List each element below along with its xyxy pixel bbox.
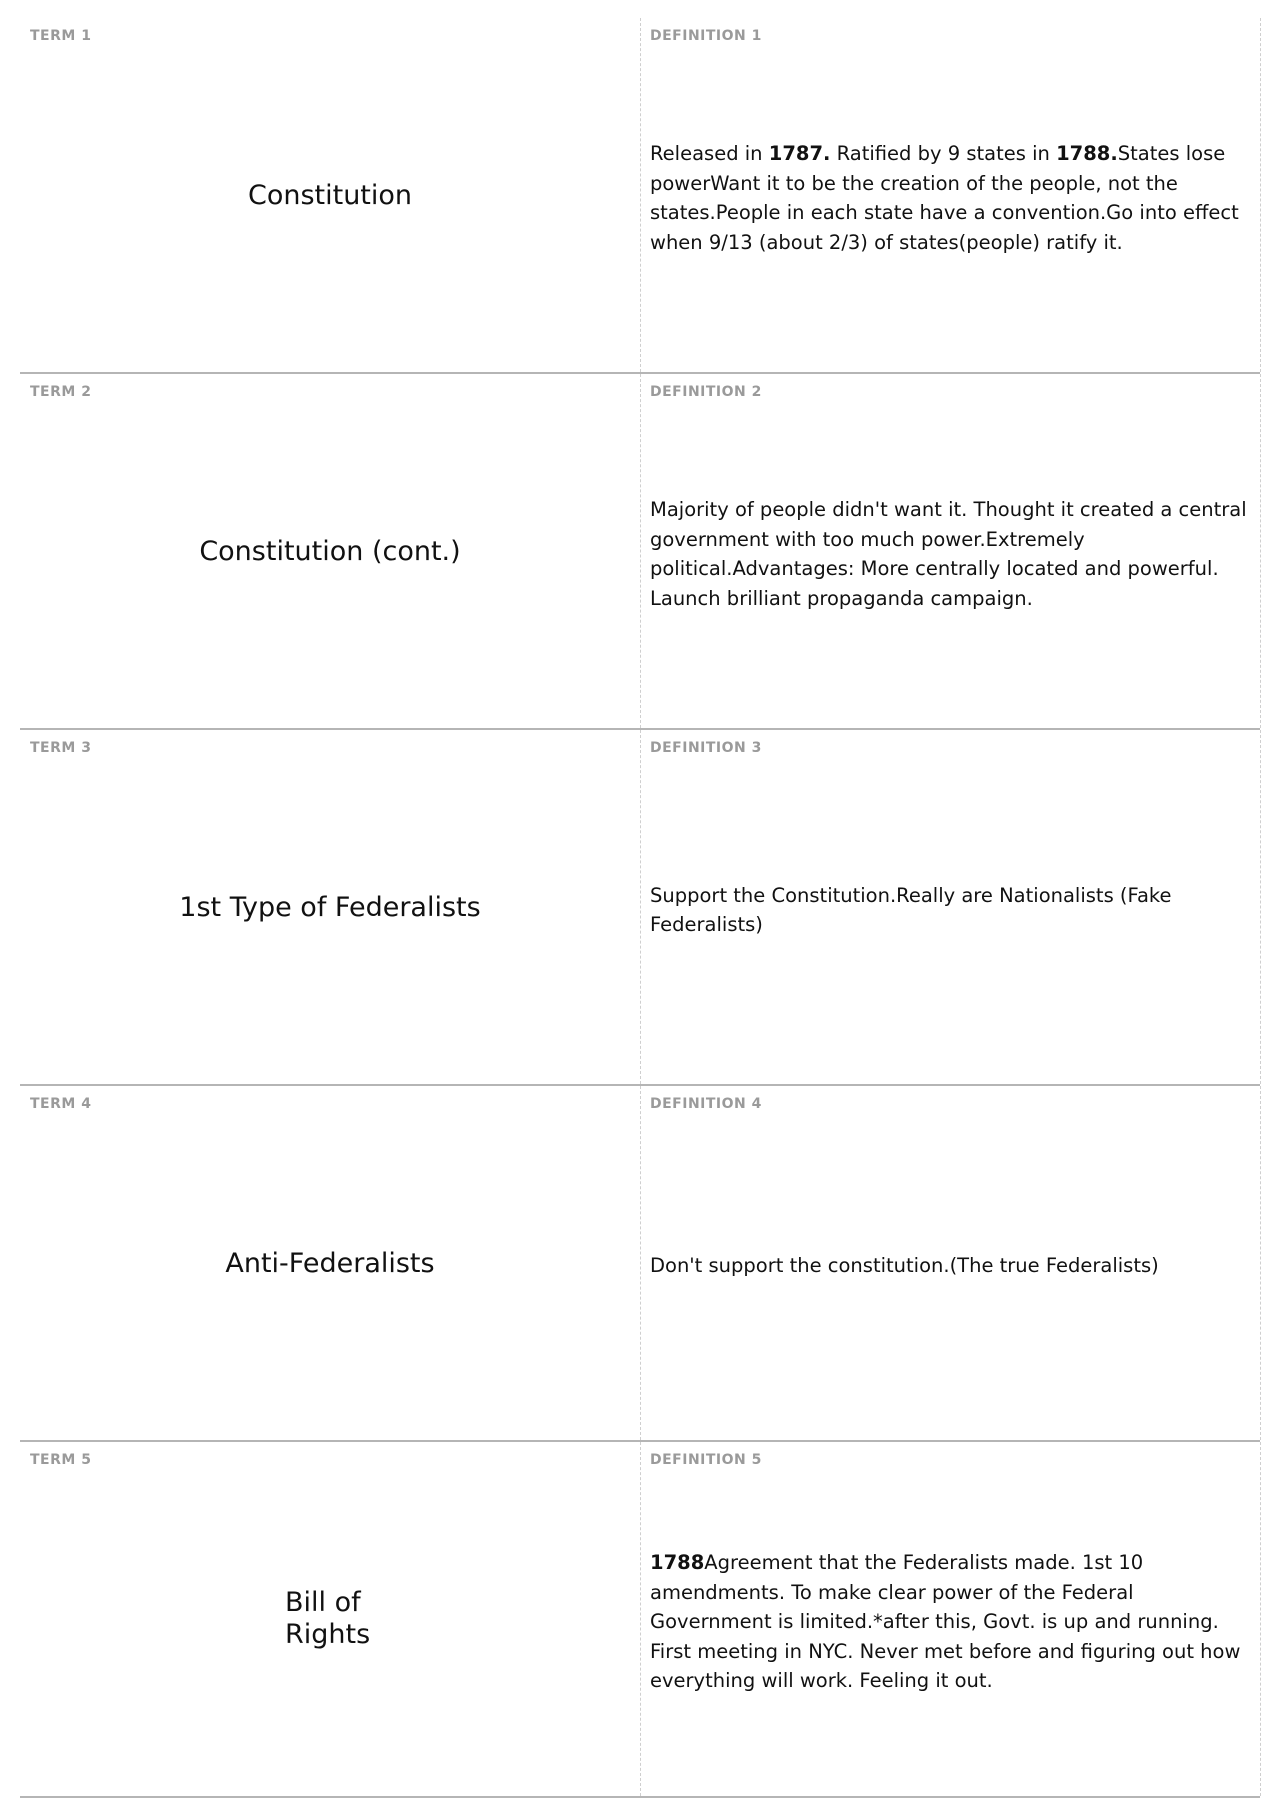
term-label: TERM 3 <box>30 740 92 756</box>
definition-text <box>650 730 1248 1084</box>
definition-text <box>650 18 1248 372</box>
definition-text <box>650 374 1248 728</box>
definition-label: DEFINITION 3 <box>650 740 762 756</box>
flashcard-2 <box>20 374 1260 730</box>
flashcard-1 <box>20 18 1260 374</box>
definition-segment: Support the Constitution.Really are Nationalists (Fake Federalists) <box>650 883 1172 936</box>
term-value: Constitution (cont.) <box>199 535 461 567</box>
term-label: TERM 5 <box>30 1452 92 1468</box>
definition-label: DEFINITION 1 <box>650 28 762 44</box>
definition-segment: Majority of people didn't want it. Thought it created a central government with too much power.Extremely political.Advantages: More centrally located and powerful. Launch brilliant propaganda campaign. <box>650 498 1247 610</box>
definition-cell <box>640 374 1261 728</box>
term-value: 1st Type of Federalists <box>179 891 481 923</box>
term-text <box>20 374 640 728</box>
definition-label: DEFINITION 2 <box>650 384 762 400</box>
term-value: Bill of Rights <box>285 1587 371 1650</box>
term-text <box>20 1086 640 1440</box>
definition-segment: States lose powerWant it to be the creation of the people, not the states.People in each state have a convention.Go into effect when 9/13 (about 2/3) of states(people) ratify it. <box>650 142 1239 254</box>
term-value: Constitution <box>247 179 413 211</box>
term-label: TERM 2 <box>30 384 92 400</box>
definition-bold-year: 1788 <box>650 1551 705 1575</box>
flashcard-3 <box>20 730 1260 1086</box>
definition-segment: Agreement that the Federalists made. 1st 10 amendments. To make clear power of the Federal Government is limited.*after this, Govt. is up and running. First meeting in NYC. Never met before and figuring out how everything will work. Feeling it out. <box>650 1551 1241 1693</box>
term-label: TERM 1 <box>30 28 92 44</box>
definition-text <box>650 1442 1248 1796</box>
term-text <box>20 18 640 372</box>
term-cell <box>20 730 641 1084</box>
flashcard-sheet <box>20 18 1260 1798</box>
definition-segment: Ratified by 9 states in <box>830 142 1057 165</box>
term-cell <box>20 1086 641 1440</box>
definition-segment: Released in <box>650 142 769 165</box>
definition-segment: Don't support the constitution.(The true Federalists) <box>650 1254 1159 1278</box>
definition-cell <box>640 730 1261 1084</box>
definition-bold-year: 1788. <box>1056 142 1118 165</box>
term-cell <box>20 1442 641 1796</box>
definition-cell <box>640 1086 1261 1440</box>
flashcard-5 <box>20 1442 1260 1798</box>
term-text <box>20 730 640 1084</box>
definition-text <box>650 1086 1248 1440</box>
term-text <box>20 1442 640 1796</box>
term-value: Anti-Federalists <box>225 1247 435 1279</box>
definition-label: DEFINITION 4 <box>650 1096 762 1112</box>
definition-cell <box>640 1442 1261 1796</box>
definition-bold-year: 1787. <box>768 142 831 165</box>
term-cell <box>20 374 641 728</box>
term-cell <box>20 18 641 372</box>
definition-cell <box>640 18 1261 372</box>
flashcard-4 <box>20 1086 1260 1442</box>
definition-label: DEFINITION 5 <box>650 1452 762 1468</box>
term-label: TERM 4 <box>30 1096 92 1112</box>
